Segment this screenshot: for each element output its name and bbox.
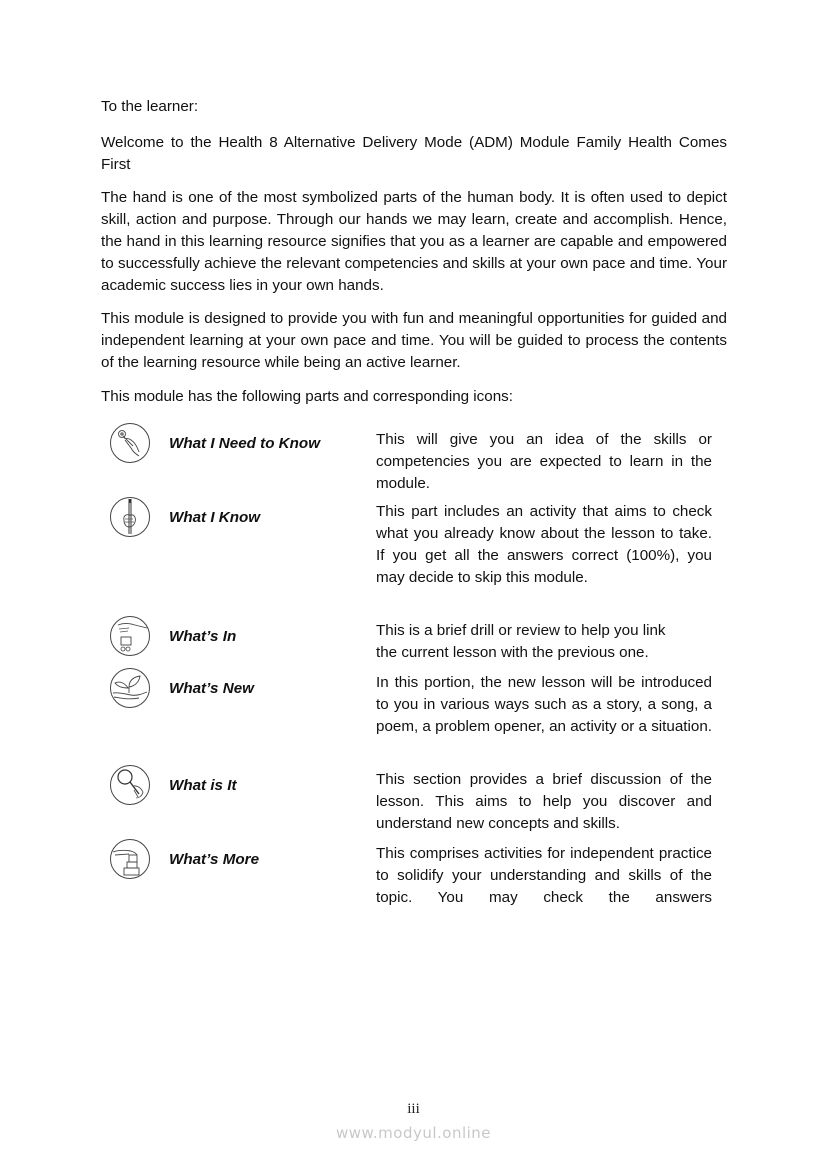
- page-number: iii: [407, 1101, 420, 1117]
- module-paragraph: This module is designed to provide you with fun and meaningful opportunities for guided and independent learning at your own pace and time. You will be guided to process the contents of the learning resource while being an active learner.: [101, 310, 727, 371]
- part-description: This part includes an activity that aims to check what you already know about the lesson to take. If you get all the answers correct (100%), you may decide to skip this module.: [376, 503, 712, 586]
- watermark: www.modyul.online: [335, 1124, 492, 1142]
- magnifying-glass-hand-icon: [109, 764, 151, 806]
- part-description: This section provides a brief discussion of the lesson. This aims to help you discover and understand new concepts and skills.: [376, 771, 712, 832]
- welcome-paragraph: Welcome to the Health 8 Alternative Delivery Mode (ADM) Module Family Health Comes First: [101, 134, 727, 173]
- hand-holding-pencil-icon: [109, 496, 151, 538]
- part-title: What’s More: [169, 851, 260, 868]
- part-description: This will give you an idea of the skills or competencies you are expected to learn in the module.: [376, 431, 712, 492]
- part-description: In this portion, the new lesson will be introduced to you in various ways such as a story, a song, a poem, a problem opener, an activity or a situation.: [376, 674, 713, 735]
- pointing-hand-icon: [109, 422, 151, 464]
- part-title: What I Need to Know: [169, 435, 321, 452]
- parts-intro: This module has the following parts and corresponding icons:: [101, 388, 513, 405]
- greeting: To the learner:: [101, 98, 199, 115]
- hand-with-sprout-icon: [109, 667, 151, 709]
- part-description-line: the current lesson with the previous one.: [376, 644, 649, 661]
- hand-paragraph: The hand is one of the most symbolized parts of the human body. It is often used to depict skill, action and purpose. Through our hands we may learn, create and accomplish. Hence, the hand in this learning resource signifies that you as a learner are capable and empowered to successfully achieve the relevant competencies and skills at your own pace and time. Your academic success lies in your own hands.: [101, 189, 727, 294]
- part-description: [376, 843, 712, 909]
- part-title: What’s In: [169, 628, 237, 645]
- part-title: What I Know: [169, 509, 261, 526]
- part-description-line: This is a brief drill or review to help you link: [376, 622, 666, 639]
- part-title: What’s New: [169, 680, 254, 697]
- hand-dropping-icon: [109, 615, 151, 657]
- part-description: [376, 620, 712, 664]
- part-title: What is It: [169, 777, 237, 794]
- hand-stacking-blocks-icon: [109, 838, 151, 880]
- part-description-line: This comprises activities for independent practice to solidify your understanding and skills of the topic. You may check the answers: [376, 845, 712, 906]
